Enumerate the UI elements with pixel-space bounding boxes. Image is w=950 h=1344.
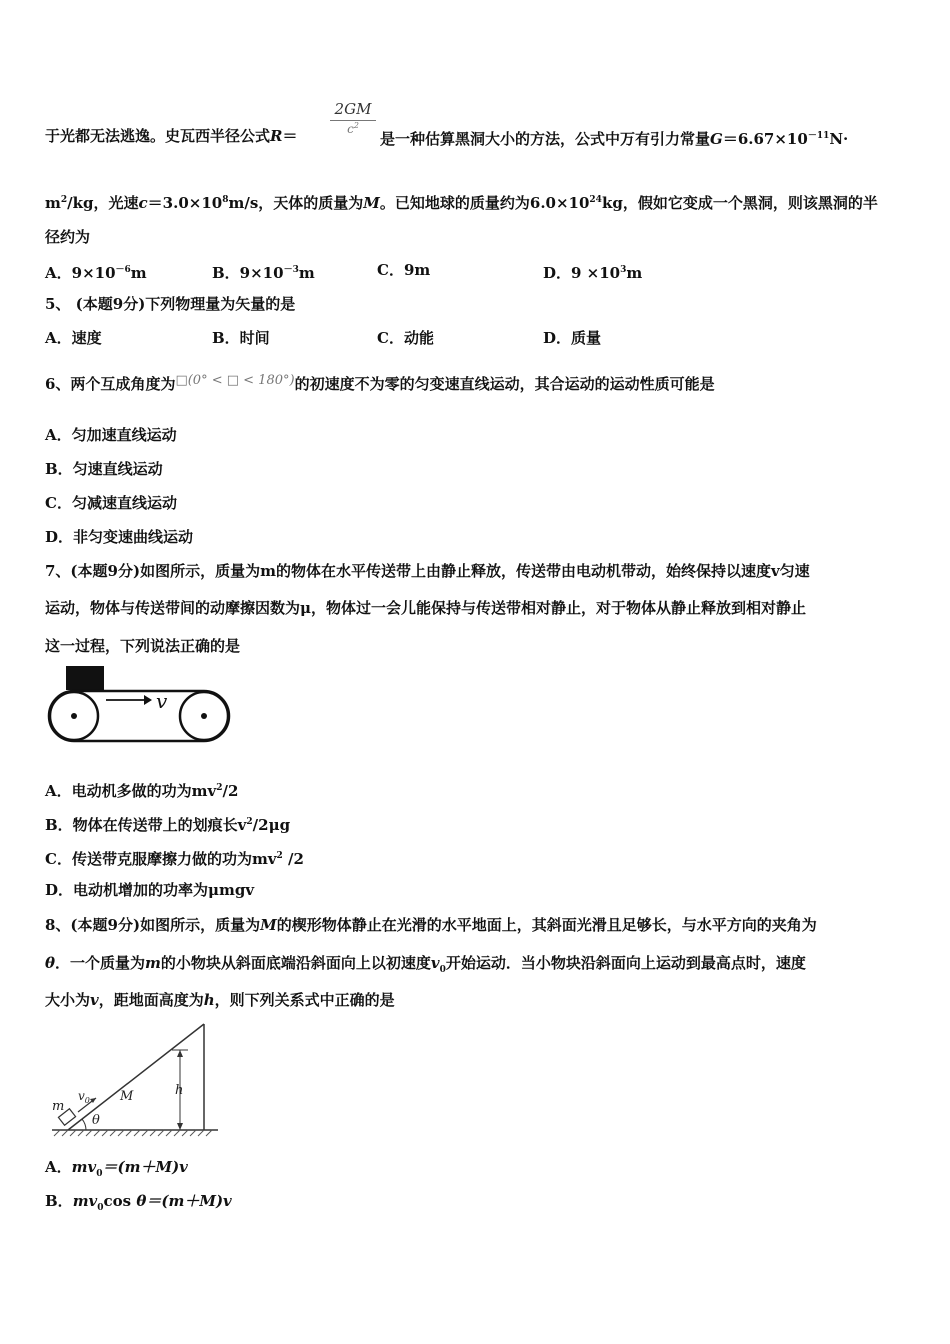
height-arrow-up <box>177 1050 183 1057</box>
q6-option-a[interactable]: A．匀加速直线运动 <box>45 426 177 444</box>
q5-option-d[interactable]: D．质量 <box>543 329 602 347</box>
q8-option-a[interactable]: A．$mv_0=(m+M)v$ <box>45 1158 188 1179</box>
q7-line1: 7、(本题9分)如图所示，质量为m的物体在水平传送带上由静止释放，传送带由电动机带动，始终保持以速度v匀速 <box>45 562 810 580</box>
q5-stem: 5、 (本题9分)下列物理量为矢量的是 <box>45 295 296 313</box>
q4-line2: $m^2/kg$，光速$c=3.0\times 10^8m/s$，天体的质量为M。已知地球的质量约为$6.0\times 10^{24}kg$，假如它变成一个黑洞，则该黑洞的半 <box>45 194 878 212</box>
q4-line1-post: 是一种估算黑洞大小的方法，公式中万有引力常量$G=6.67\times 10^{-11}N\cdot$ <box>380 130 849 148</box>
fig-v0-label: $v_0$ <box>78 1089 90 1105</box>
q5-option-b[interactable]: B．时间 <box>212 329 270 347</box>
q4-option-b[interactable]: B．$9\times 10^{-3}m$ <box>212 264 315 282</box>
q8-line3: 大小为v，距地面高度为h，则下列关系式中正确的是 <box>45 991 395 1009</box>
fig-M-label: M <box>120 1089 134 1104</box>
q4-line3: 径约为 <box>45 228 91 246</box>
theta-arc <box>82 1119 86 1130</box>
q6-option-c[interactable]: C．匀减速直线运动 <box>45 494 177 512</box>
q8-line1: 8、(本题9分)如图所示，质量为M的楔形物体静止在光滑的水平地面上，其斜面光滑且足够长，与水平方向的夹角为 <box>45 916 817 934</box>
q7-line3: 这一过程，下列说法正确的是 <box>45 637 241 655</box>
q7-line2: 运动，物体与传送带间的动摩擦因数为μ，物体过一会儿能保持与传送带相对静止，对于物体从静止释放到相对静止 <box>45 599 806 617</box>
q7-option-a[interactable]: A．电动机多做的功为$mv^2/2$ <box>45 782 239 800</box>
q6-stem: 6、两个互成角度为□(0° < □ < 180°)的初速度不为零的匀变速直线运动，其合运动的运动性质可能是 <box>45 373 715 393</box>
fig-h-label: h <box>175 1083 184 1098</box>
q4-option-c[interactable]: C．9m <box>377 261 431 279</box>
q4-option-d[interactable]: D．$9 \times 10^3m$ <box>543 264 643 282</box>
right-axle <box>201 713 207 719</box>
ground-hatching <box>54 1130 212 1136</box>
q4-line1: 于光都无法逃逸。史瓦西半径公式R＝ <box>45 127 298 145</box>
height-arrow-down <box>177 1123 183 1130</box>
schwarzschild-fraction: 2GM $c^2$ <box>330 100 376 136</box>
q4-option-a[interactable]: A．$9\times 10^{-6}m$ <box>45 264 147 282</box>
conveyor-belt-figure <box>44 664 234 746</box>
wedge-figure <box>46 1020 222 1140</box>
q5-option-a[interactable]: A．速度 <box>45 329 102 347</box>
q5-option-c[interactable]: C．动能 <box>377 329 434 347</box>
block <box>66 666 104 690</box>
left-axle <box>71 713 77 719</box>
wedge-incline <box>68 1024 204 1130</box>
fig-theta-label: θ <box>92 1113 100 1128</box>
q7-option-d[interactable]: D．电动机增加的功率为μmgv <box>45 881 255 899</box>
q7-option-c[interactable]: C．传送带克服摩擦力做的功为$mv^2$ /2 <box>45 850 304 868</box>
angle-range-math: □(0° < □ < 180°) <box>175 373 295 388</box>
q8-option-b[interactable]: B．$mv_0\cos$ θ＝(m＋M)v <box>45 1192 232 1213</box>
q7-option-b[interactable]: B．物体在传送带上的划痕长$v^2/2\mu g$ <box>45 816 291 834</box>
q6-option-d[interactable]: D．非匀变速曲线运动 <box>45 528 194 546</box>
q8-line2: θ．一个质量为m的小物块从斜面底端沿斜面向上以初速度$v_0$开始运动．当小物块沿斜面向上运动到最高点时，速度 <box>45 954 806 975</box>
velocity-arrowhead <box>144 695 152 705</box>
velocity-label: v <box>156 689 168 713</box>
q6-option-b[interactable]: B．匀速直线运动 <box>45 460 163 478</box>
fig-m-label: m <box>52 1099 65 1114</box>
